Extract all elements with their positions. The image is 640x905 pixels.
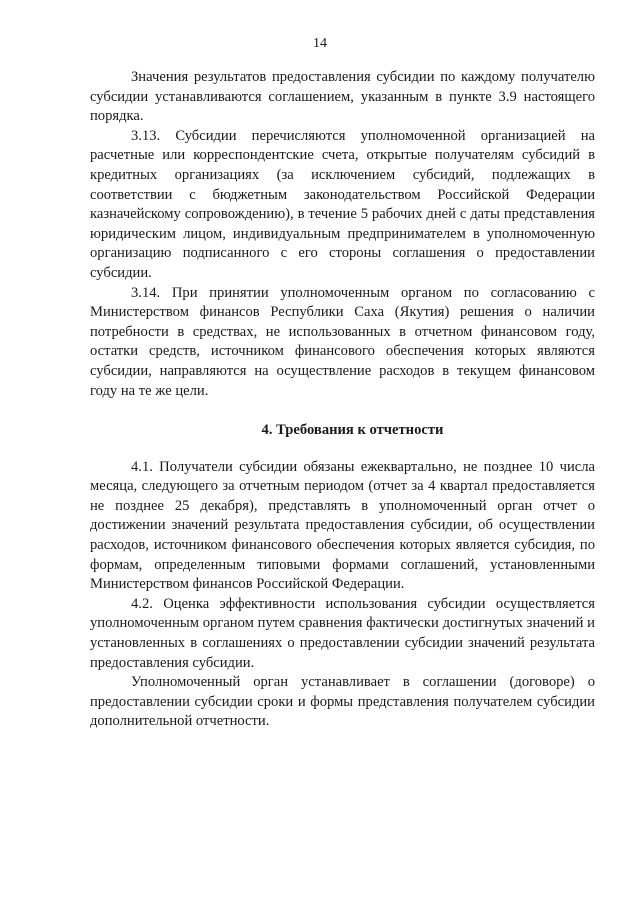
paragraph-results-values: Значения результатов предоставления субсидии по каждому получателю субсидии устанавливаются соглашением, указанным в пункте 3.9 настоящего порядка. — [90, 69, 595, 125]
paragraph-4-1: 4.1. Получатели субсидии обязаны ежеквартально, не позднее 10 числа месяца, следующего за отчетным периодом (отчет за 4 квартал предоставляется не позднее 25 декабря), представлять в уполномоченный орган отчет о достижении значений результата предоставления субсидии, об осуществлении расходов, источником финансового обеспечения которых является субсидия, по формам, определенным типовыми формами соглашений, установленными Министерством финансов Российской Федерации. — [90, 458, 595, 593]
section-heading-reporting: 4. Требования к отчетности — [261, 422, 444, 439]
page-number: 14 — [313, 36, 327, 51]
paragraph-3-13: 3.13. Субсидии перечисляются уполномоченной организацией на расчетные или корреспондентские счета, открытые получателям субсидий в кредитных организациях (за исключением субсидий, подлежащих в соответствии с бюджетным законодательством Российской Федерации казначейскому сопровождению), в течение 5 рабочих дней с даты представления юридическим лицом, индивидуальным предпринимателем в уполномоченную организацию подписанного с его стороны соглашения о предоставлении субсидии. — [90, 127, 595, 281]
paragraph-additional-reporting: Уполномоченный орган устанавливает в соглашении (договоре) о предоставлении субсидии сроки и формы представления получателем субсидии дополнительной отчетности. — [90, 674, 595, 730]
paragraph-4-2: 4.2. Оценка эффективности использования субсидии осуществляется уполномоченным органом путем сравнения фактически достигнутых значений и установленных в соглашениях о предоставлении субсидии значений результата предоставления субсидии. — [90, 595, 595, 671]
paragraph-3-14: 3.14. При принятии уполномоченным органом по согласованию с Министерством финансов Республики Саха (Якутия) решения о наличии потребности в средствах, не использованных в отчетном финансовом году, остатки средств, источником финансового обеспечения которых являются субсидии, направляются на осуществление расходов в текущем финансовом году на те же цели. — [90, 284, 595, 399]
document-body — [90, 68, 595, 732]
